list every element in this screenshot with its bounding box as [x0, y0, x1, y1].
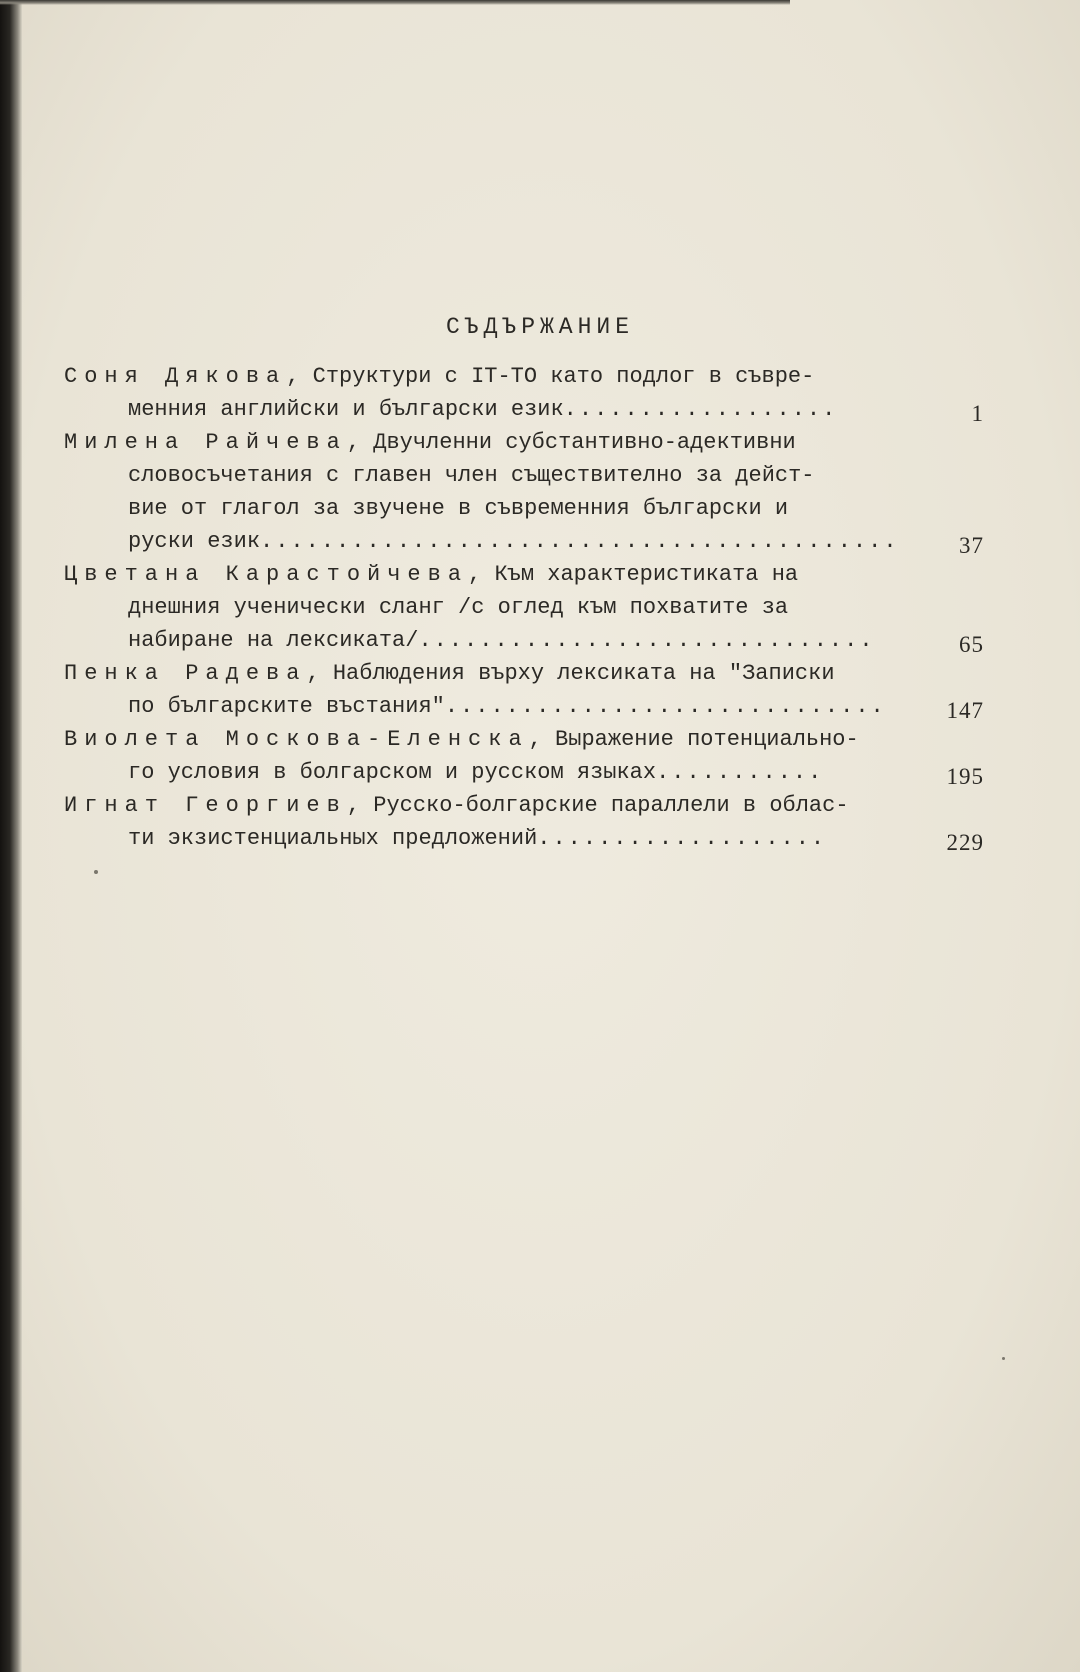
paper-speck	[94, 870, 98, 874]
toc-entry-title: , Выражение потенциально-	[528, 727, 859, 752]
toc-entry-3-line-2	[64, 591, 984, 624]
toc-entry-4-line-2	[64, 690, 984, 723]
toc-entry-6-line-2	[64, 822, 984, 855]
toc-entry-title: днешния ученически сланг /с оглед към похватите за	[128, 595, 789, 620]
toc-dot-leader: ..............................	[418, 628, 875, 653]
toc-page-number: 229	[946, 830, 984, 855]
toc-entry-title: набиране на лексиката/	[128, 628, 419, 653]
toc-entry-title: словосъчетания с главен член съществително за дейст-	[128, 463, 815, 488]
toc-dot-leader: ..........................................	[260, 529, 899, 554]
toc-entry-title: ти экзистенциальных предложений	[128, 826, 538, 851]
contents-heading: СЪДЪРЖАНИЕ	[445, 314, 635, 340]
toc-entry-title: вие от глагол за звучене в съвременния български и	[128, 496, 789, 521]
toc-entry-title: руски език	[128, 529, 261, 554]
book-spine-shadow	[0, 0, 22, 1672]
table-of-contents	[64, 360, 984, 855]
toc-entry-3-line-3	[64, 624, 984, 657]
toc-entry-title: , Наблюдения върху лексиката на "Записки	[306, 661, 835, 686]
toc-entry-author: Цветана Карастойчева	[64, 562, 469, 587]
toc-dot-leader: ...........	[656, 760, 824, 785]
toc-dot-leader: ...................	[537, 826, 827, 851]
toc-entry-author: Соня Дякова	[64, 364, 287, 389]
paper-speck	[1002, 1357, 1005, 1360]
toc-dot-leader: .............................	[444, 694, 886, 719]
toc-entry-title: , Структури с IT-TO като подлог в съвре-	[286, 364, 815, 389]
toc-entry-title: го условия в болгарском и русском языках	[128, 760, 657, 785]
toc-entry-author: Милена Райчева	[64, 430, 347, 455]
toc-entry-1-line-2	[64, 393, 984, 426]
toc-entry-5-line-1	[64, 723, 984, 756]
toc-entry-5-line-2	[64, 756, 984, 789]
toc-page-number: 1	[971, 401, 984, 426]
toc-page-number: 195	[946, 764, 984, 789]
toc-entry-title: по българските въстания"	[128, 694, 445, 719]
toc-page-number: 37	[959, 533, 984, 558]
toc-entry-4-line-1	[64, 657, 984, 690]
toc-dot-leader: ..................	[563, 397, 838, 422]
toc-entry-title: , Русско-болгарские параллели в облас-	[346, 793, 849, 818]
toc-page-number: 65	[959, 632, 984, 657]
toc-entry-1-line-1	[64, 360, 984, 393]
toc-entry-6-line-1	[64, 789, 984, 822]
toc-entry-title: менния английски и български език	[128, 397, 564, 422]
toc-entry-author: Виолета Москова-Еленска	[64, 727, 529, 752]
toc-entry-title: , Двучленни субстантивно-адективни	[346, 430, 796, 455]
toc-entry-2-line-2	[64, 459, 984, 492]
toc-entry-author: Пенка Радева	[64, 661, 307, 686]
toc-entry-title: , Към характеристиката на	[468, 562, 799, 587]
toc-entry-2-line-1	[64, 426, 984, 459]
page-top-edge	[0, 0, 790, 5]
toc-entry-2-line-4	[64, 525, 984, 558]
toc-entry-2-line-3	[64, 492, 984, 525]
toc-entry-author: Игнат Георгиев	[64, 793, 347, 818]
toc-entry-3-line-1	[64, 558, 984, 591]
toc-page-number: 147	[946, 698, 984, 723]
